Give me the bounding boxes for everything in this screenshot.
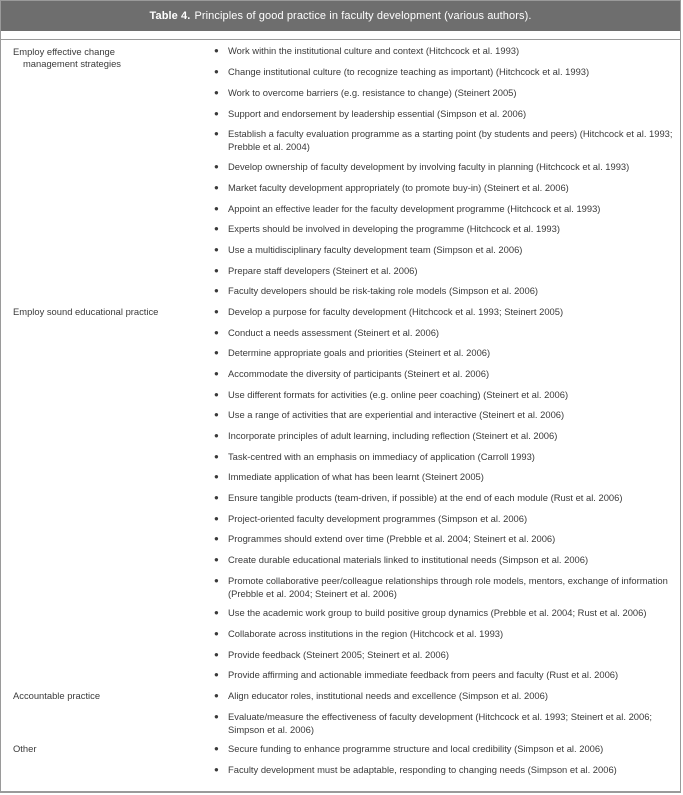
list-item — [214, 690, 674, 703]
bullet-icon: ● — [214, 576, 219, 585]
list-item-text: Experts should be involved in developing the programme (Hitchcock et al. 1993) — [228, 223, 560, 234]
list-item-text: Task-centred with an emphasis on immediacy of application (Carroll 1993) — [228, 451, 535, 462]
list-item-text: Collaborate across institutions in the region (Hitchcock et al. 1993) — [228, 628, 504, 639]
list-item-text: Immediate application of what has been learnt (Steinert 2005) — [228, 471, 484, 482]
bullet-icon: ● — [214, 245, 219, 254]
bullet-icon: ● — [214, 650, 219, 659]
bullet-icon: ● — [214, 109, 219, 118]
bullet-icon: ● — [214, 670, 219, 679]
title-divider — [1, 39, 680, 40]
list-item-text: Use a multidisciplinary faculty development team (Simpson et al. 2006) — [228, 244, 523, 255]
category-line1: Other — [13, 743, 37, 754]
list-item — [214, 347, 674, 360]
list-item-text: Use the academic work group to build positive group dynamics (Prebble et al. 2004; Rust et al. 2006) — [228, 607, 647, 618]
list-item — [214, 244, 674, 257]
bullet-icon: ● — [214, 691, 219, 700]
bullet-icon: ● — [214, 129, 219, 138]
category-line1: Employ effective change — [13, 46, 115, 57]
list-item — [214, 223, 674, 236]
list-item-text: Project-oriented faculty development programmes (Simpson et al. 2006) — [228, 513, 528, 524]
list-item — [214, 203, 674, 216]
list-item-text: Align educator roles, institutional needs and excellence (Simpson et al. 2006) — [228, 690, 548, 701]
bullet-icon: ● — [214, 744, 219, 753]
bullet-icon: ● — [214, 410, 219, 419]
list-item — [214, 711, 674, 736]
category-line2: management strategies — [23, 57, 121, 69]
list-item — [214, 430, 674, 443]
list-item — [214, 285, 674, 298]
list-item-text: Secure funding to enhance programme structure and local credibility (Simpson et al. 2006) — [228, 743, 604, 754]
list-item — [214, 554, 674, 567]
list-item — [214, 306, 674, 319]
list-item-text: Determine appropriate goals and priorities (Steinert et al. 2006) — [228, 347, 491, 358]
bullet-icon: ● — [214, 328, 219, 337]
list-item — [214, 533, 674, 546]
list-item — [214, 607, 674, 620]
bullet-icon: ● — [214, 765, 219, 774]
list-item-text: Promote collaborative peer/colleague relationships through role models, mentors, exchange of information (Prebble et al. 2004; Steinert et al. 2006) — [228, 575, 668, 599]
list-item-text: Provide feedback (Steinert 2005; Steinert et al. 2006) — [228, 649, 449, 660]
list-item — [214, 575, 674, 600]
list-item — [214, 87, 674, 100]
bullet-icon: ● — [214, 224, 219, 233]
list-item — [214, 764, 674, 777]
list-item-text: Change institutional culture (to recognize teaching as important) (Hitchcock et al. 1993) — [228, 66, 590, 77]
bullet-icon: ● — [214, 608, 219, 617]
list-item — [214, 389, 674, 402]
bullet-icon: ● — [214, 286, 219, 295]
list-item — [214, 327, 674, 340]
category-line1: Accountable practice — [13, 690, 101, 701]
bullet-icon: ● — [214, 390, 219, 399]
category-line1: Employ sound educational practice — [13, 306, 159, 317]
list-item-text: Develop ownership of faculty development by involving faculty in planning (Hitchcock et al. 1993) — [228, 161, 630, 172]
list-item-text: Use different formats for activities (e.g. online peer coaching) (Steinert et al. 2006) — [228, 389, 569, 400]
category-label — [13, 46, 203, 69]
category-label — [13, 306, 203, 318]
list-item — [214, 66, 674, 79]
bullet-icon: ● — [214, 46, 219, 55]
list-item-text: Evaluate/measure the effectiveness of faculty development (Hitchcock et al. 1993; Steinert et al. 2006; Simpson et al. 2006) — [228, 711, 653, 735]
bullet-icon: ● — [214, 204, 219, 213]
bullet-icon: ● — [214, 183, 219, 192]
list-item — [214, 409, 674, 422]
list-item — [214, 669, 674, 682]
list-item-text: Conduct a needs assessment (Steinert et al. 2006) — [228, 327, 440, 338]
bullet-icon: ● — [214, 88, 219, 97]
list-item — [214, 649, 674, 662]
bottom-rule — [1, 791, 680, 792]
bullet-icon: ● — [214, 712, 219, 721]
list-item-text: Provide affirming and actionable immediate feedback from peers and faculty (Rust et al. 2006) — [228, 669, 619, 680]
list-item-text: Prepare staff developers (Steinert et al. 2006) — [228, 265, 418, 276]
list-item — [214, 128, 674, 153]
list-item-text: Faculty developers should be risk-taking role models (Simpson et al. 2006) — [228, 285, 539, 296]
bullet-icon: ● — [214, 266, 219, 275]
bullet-icon: ● — [214, 307, 219, 316]
bullet-icon: ● — [214, 162, 219, 171]
list-item-text: Ensure tangible products (team-driven, if possible) at the end of each module (Rust et al. 2006) — [228, 492, 623, 503]
list-item-text: Support and endorsement by leadership essential (Simpson et al. 2006) — [228, 108, 527, 119]
category-label — [13, 690, 203, 702]
list-item-text: Faculty development must be adaptable, responding to changing needs (Simpson et al. 2006) — [228, 764, 617, 775]
bullet-icon: ● — [214, 348, 219, 357]
list-item — [214, 368, 674, 381]
list-item-text: Programmes should extend over time (Prebble et al. 2004; Steinert et al. 2006) — [228, 533, 556, 544]
list-item-text: Create durable educational materials linked to institutional needs (Simpson et al. 2006) — [228, 554, 589, 565]
bullet-icon: ● — [214, 472, 219, 481]
bullet-icon: ● — [214, 493, 219, 502]
list-item-text: Work within the institutional culture and context (Hitchcock et al. 1993) — [228, 45, 520, 56]
list-item — [214, 161, 674, 174]
list-item — [214, 513, 674, 526]
list-item-text: Accommodate the diversity of participants (Steinert et al. 2006) — [228, 368, 490, 379]
list-item-text: Appoint an effective leader for the faculty development programme (Hitchcock et al. 1993) — [228, 203, 601, 214]
bullet-icon: ● — [214, 67, 219, 76]
category-label — [13, 743, 203, 755]
table-title-bar — [1, 1, 680, 31]
list-item — [214, 451, 674, 464]
bullet-icon: ● — [214, 431, 219, 440]
list-item — [214, 492, 674, 505]
list-item — [214, 45, 674, 58]
list-item-text: Market faculty development appropriately (to promote buy-in) (Steinert et al. 2006) — [228, 182, 569, 193]
bullet-icon: ● — [214, 629, 219, 638]
list-item — [214, 743, 674, 756]
list-item — [214, 471, 674, 484]
bullet-icon: ● — [214, 369, 219, 378]
table-title: Principles of good practice in faculty development (various authors). — [194, 10, 532, 22]
list-item-text: Work to overcome barriers (e.g. resistance to change) (Steinert 2005) — [228, 87, 517, 98]
bullet-icon: ● — [214, 555, 219, 564]
list-item — [214, 108, 674, 121]
list-item — [214, 628, 674, 641]
list-item-text: Incorporate principles of adult learning, including reflection (Steinert et al. 2006) — [228, 430, 558, 441]
bullet-icon: ● — [214, 534, 219, 543]
bullet-icon: ● — [214, 452, 219, 461]
list-item-text: Develop a purpose for faculty development (Hitchcock et al. 1993; Steinert 2005) — [228, 306, 564, 317]
list-item — [214, 265, 674, 278]
list-item-text: Establish a faculty evaluation programme as a starting point (by students and peers) (Hitchcock et al. 1993; Prebble et al. 2004) — [228, 128, 673, 152]
bullet-icon: ● — [214, 514, 219, 523]
list-item — [214, 182, 674, 195]
list-item-text: Use a range of activities that are experiential and interactive (Steinert et al. 2006) — [228, 409, 565, 420]
table-label: Table 4. — [149, 10, 191, 22]
